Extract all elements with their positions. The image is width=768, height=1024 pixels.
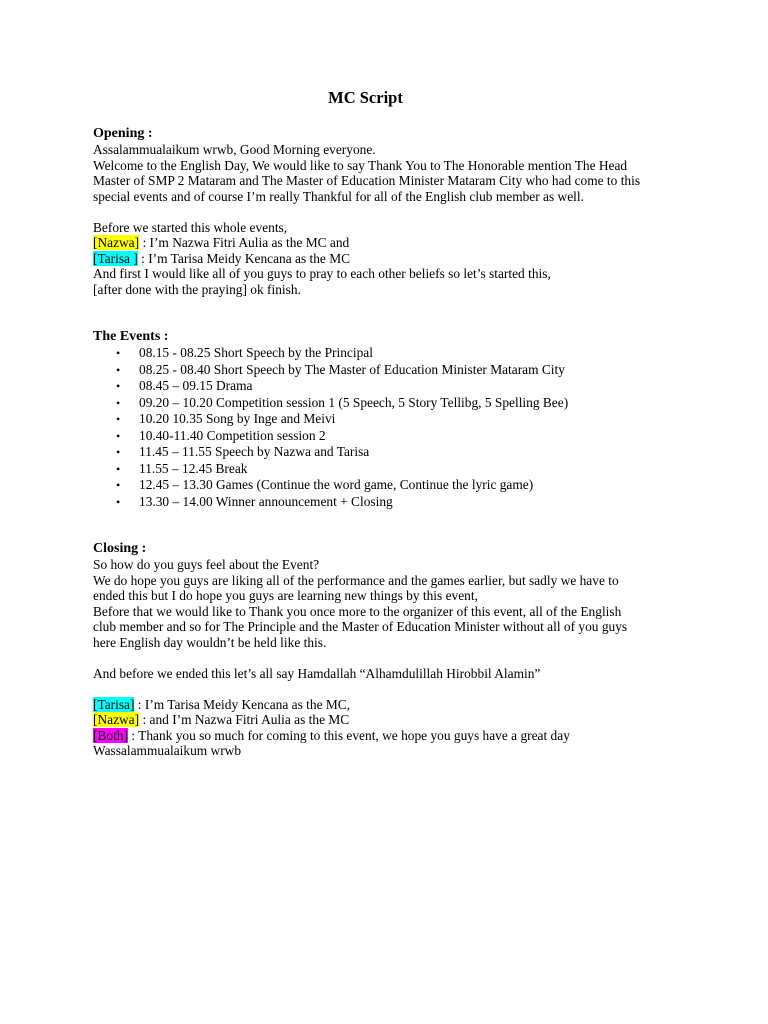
opening-line: Welcome to the English Day, We would like to say Thank You to The Honorable mention The Head <box>93 157 628 173</box>
mc-line-tarisa <box>93 251 693 267</box>
speaker-tag-tarisa: [Tarisa ] <box>93 250 138 266</box>
events-heading: The Events : <box>93 329 169 344</box>
bullet-icon: • <box>116 494 121 509</box>
page-title: MC Script <box>328 88 403 107</box>
after-pray-line: [after done with the praying] ok finish. <box>93 281 301 297</box>
mc-line-text: : Thank you so much for coming to this event, we hope you guys have a great day <box>127 727 570 743</box>
list-item: • 08.15 - 08.25 Short Speech by the Principal <box>116 345 373 360</box>
list-item: • 12.45 – 13.30 Games (Continue the word game, Continue the lyric game) <box>116 477 534 492</box>
bullet-icon: • <box>116 379 121 393</box>
mc-line-text: : I’m Tarisa Meidy Kencana as the MC <box>137 250 351 266</box>
list-item: • 10.40-11.40 Competition session 2 <box>116 427 326 443</box>
speaker-tag-nazwa: [Nazwa] <box>93 235 140 250</box>
speaker-tag-nazwa: [Nazwa] <box>93 712 140 727</box>
bullet-icon: • <box>116 428 121 443</box>
bullet-icon: • <box>116 346 121 360</box>
list-item: • 11.45 – 11.55 Speech by Nazwa and Tarisa <box>116 444 370 459</box>
closing-line: Before that we would like to Thank you once more to the organizer of this event, all of the English <box>93 603 622 619</box>
mc-line-text: : I’m Nazwa Fitri Aulia as the MC and <box>139 235 350 250</box>
closing-section <box>93 541 693 759</box>
list-item: • 13.30 – 14.00 Winner announcement + Closing <box>116 493 393 509</box>
mc-line-both <box>93 728 693 744</box>
list-item: • 08.45 – 09.15 Drama <box>116 378 253 393</box>
events-section <box>93 329 693 510</box>
closing-line: We do hope you guys are liking all of the performance and the games earlier, but sadly we have to <box>93 572 619 588</box>
opening-line: Assalammualaikum wrwb, Good Morning everyone. <box>93 142 376 157</box>
opening-heading: Opening : <box>93 126 153 141</box>
list-item: • 11.55 – 12.45 Break <box>116 460 248 476</box>
mc-line-nazwa <box>93 235 693 251</box>
closing-line: here English day wouldn’t be held like this. <box>93 634 327 650</box>
bullet-icon: • <box>116 395 121 410</box>
pray-line: And first I would like all of you guys to pray to each other beliefs so let’s started this, <box>93 266 551 281</box>
speaker-tag-both: [Both] <box>93 727 128 743</box>
opening-intro: Before we started this whole events, <box>93 219 288 235</box>
closing-line: So how do you guys feel about the Event? <box>93 557 320 572</box>
farewell-line: Wassalammualaikum wrwb <box>93 743 242 758</box>
hamdallah-line: And before we ended this let’s all say Hamdallah “Alhamdulillah Hirobbil Alamin” <box>93 665 541 681</box>
mc-line-tarisa <box>93 697 693 713</box>
opening-section <box>93 126 693 297</box>
events-list <box>93 345 693 510</box>
mc-line-nazwa <box>93 712 693 728</box>
bullet-icon: • <box>116 461 121 476</box>
bullet-icon: • <box>116 412 121 426</box>
closing-line: ended this but I do hope you guys are learning new things by this event, <box>93 588 478 603</box>
closing-heading: Closing : <box>93 541 147 556</box>
mc-line-text: : and I’m Nazwa Fitri Aulia as the MC <box>139 712 350 727</box>
bullet-icon: • <box>116 362 121 377</box>
closing-line: club member and so for The Principle and the Master of Education Minister without all of you guys <box>93 619 628 634</box>
list-item: • 10.20 10.35 Song by Inge and Meivi <box>116 411 336 426</box>
list-item: • 08.25 - 08.40 Short Speech by The Master of Education Minister Mataram City <box>116 361 565 377</box>
bullet-icon: • <box>116 445 121 459</box>
speaker-tag-tarisa: [Tarisa] <box>93 696 135 712</box>
mc-line-text: : I’m Tarisa Meidy Kencana as the MC, <box>134 696 351 712</box>
opening-line: Master of SMP 2 Mataram and The Master of Education Minister Mataram City who had come to this <box>93 173 641 188</box>
list-item: • 09.20 – 10.20 Competition session 1 (5 Speech, 5 Story Tellibg, 5 Spelling Bee) <box>116 394 569 410</box>
opening-line: special events and of course I’m really Thankful for all of the English club member as well. <box>93 188 584 204</box>
bullet-icon: • <box>116 478 121 492</box>
